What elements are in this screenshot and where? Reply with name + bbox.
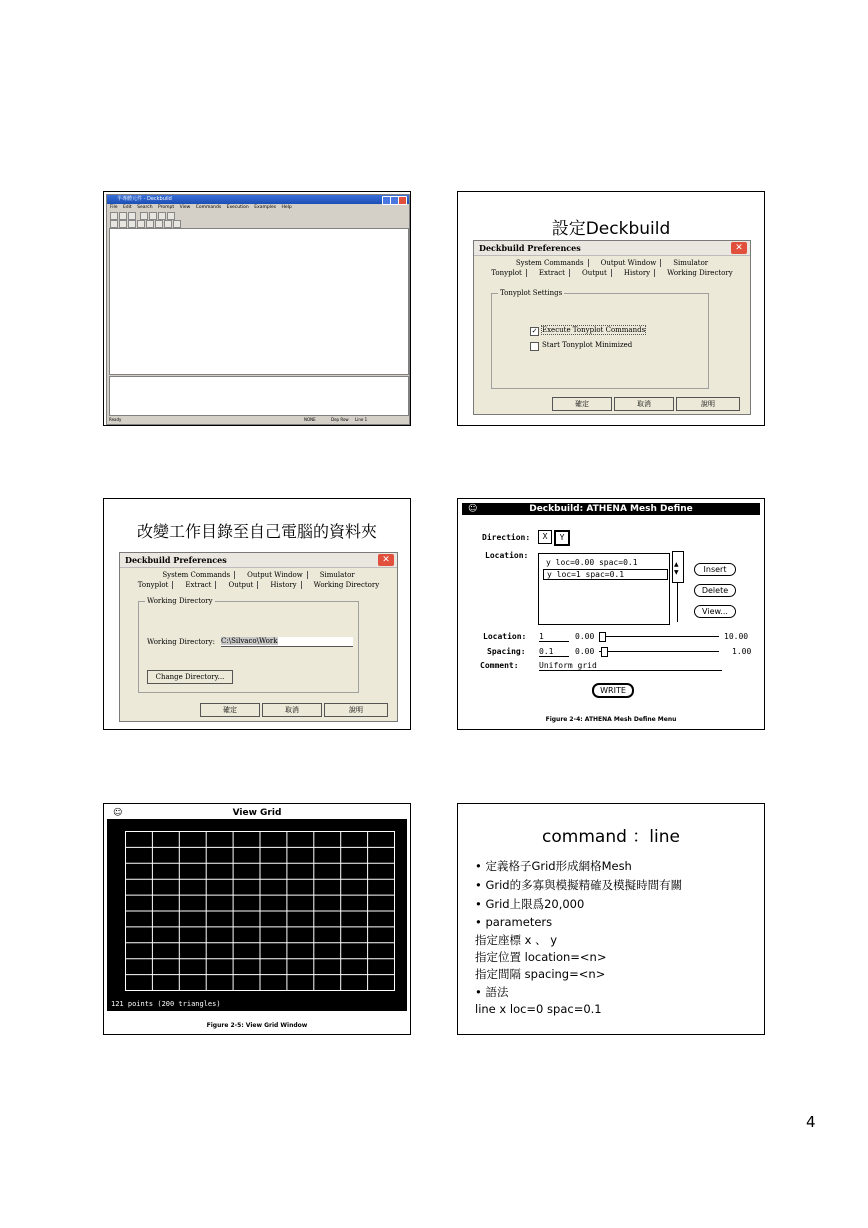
window-titlebar — [107, 807, 407, 819]
menu-examples[interactable]: Examples — [254, 205, 277, 210]
comment-input[interactable]: Uniform grid — [539, 661, 722, 671]
text-line: 指定座標 x 、 y — [475, 933, 558, 947]
dialog-title: Deckbuild Preferences — [120, 553, 397, 568]
cut-icon[interactable] — [140, 212, 148, 220]
scroll-track — [677, 582, 678, 622]
text-line: 指定間隔 spacing=<n> — [475, 967, 606, 981]
figure-caption: Figure 2-5: View Grid Window — [206, 1022, 308, 1029]
location-label: Location: — [483, 632, 527, 641]
location-min: 0.00 — [575, 632, 595, 641]
close-icon[interactable]: ✕ — [731, 242, 747, 254]
start-minimized-checkbox[interactable] — [530, 342, 539, 351]
menu-commands[interactable]: Commands — [195, 205, 222, 210]
tab-output-window[interactable]: Output Window — [247, 571, 303, 579]
list-item[interactable]: y loc=0.00 spac=0.1 — [546, 558, 638, 567]
window-title: Deckbuild: ATHENA Mesh Define — [529, 504, 693, 514]
menu-edit[interactable]: Edit — [122, 205, 132, 210]
undo-icon[interactable] — [167, 212, 175, 220]
location-slider[interactable] — [599, 636, 719, 637]
copy-icon[interactable] — [149, 212, 157, 220]
view-grid-window — [107, 807, 407, 1011]
spacing-max: 1.00 — [732, 647, 752, 656]
preferences-dialog — [473, 240, 751, 415]
list-scrollbar[interactable] — [672, 551, 684, 623]
text-line: 指定位置 location=<n> — [475, 950, 607, 964]
menu-icon[interactable]: ☺ — [468, 504, 478, 514]
working-directory-input[interactable] — [221, 637, 353, 647]
slide-heading: 改變工作目錄至自己電腦的資料夾 — [136, 522, 377, 541]
bullet-line: • 定義格子Grid形成網格Mesh — [475, 859, 632, 873]
bullet-line: • parameters — [475, 915, 553, 929]
tab-row-1 — [474, 259, 750, 267]
slide-athena-mesh-define — [457, 498, 765, 730]
spacing-input[interactable]: 0.1 — [539, 647, 569, 657]
menu-view[interactable]: View — [179, 205, 191, 210]
step-icon[interactable] — [146, 220, 154, 228]
tab-simulator[interactable]: Simulator — [319, 571, 355, 579]
spacing-slider[interactable] — [599, 651, 719, 652]
deckbuild-window — [106, 194, 410, 425]
bullet-line: • Grid上限爲20,000 — [475, 897, 585, 911]
execute-tonyplot-label: Execute Tonyplot Commands — [542, 326, 646, 334]
direction-y-button[interactable]: Y — [554, 530, 570, 546]
tab-output[interactable]: Output — [228, 581, 254, 589]
close-icon[interactable]: ✕ — [378, 554, 394, 566]
direction-x-button[interactable]: X — [538, 530, 552, 544]
new-icon[interactable] — [110, 212, 118, 220]
tonyplot-settings-group — [491, 289, 709, 389]
spacing-min: 0.00 — [575, 647, 595, 656]
help-button[interactable]: 說明 — [324, 703, 388, 717]
tab-working-directory[interactable]: Working Directory — [667, 269, 733, 277]
window-titlebar — [107, 195, 409, 204]
slide-deckbuild-window — [103, 191, 411, 426]
group-label: Tonyplot Settings — [500, 289, 563, 297]
slide-command-line — [457, 803, 765, 1035]
help-button[interactable]: 說明 — [676, 397, 740, 411]
spacing-slider-thumb[interactable] — [601, 647, 608, 657]
mesh-define-window — [462, 503, 760, 711]
status-dep: Dep Row — [331, 417, 349, 422]
spacing-label: Spacing: — [487, 647, 526, 656]
location-max: 10.00 — [724, 632, 749, 641]
tab-system-commands[interactable]: System Commands — [162, 571, 231, 579]
bullet-line: • 語法 — [475, 985, 509, 999]
status-ready: Ready — [109, 417, 122, 422]
status-none: NONE — [304, 417, 316, 422]
preferences-dialog — [119, 552, 398, 722]
direction-label: Direction: — [482, 533, 531, 542]
save-icon[interactable] — [128, 212, 136, 220]
tab-output[interactable]: Output — [581, 269, 607, 277]
start-minimized-label: Start Tonyplot Minimized — [542, 341, 633, 349]
slide-heading: command ：line — [542, 827, 680, 847]
location-slider-thumb[interactable] — [599, 632, 606, 642]
tab-simulator[interactable]: Simulator — [673, 259, 709, 267]
bullet-line: • Grid的多寡與模擬精確及模擬時間有關 — [475, 878, 683, 892]
tab-extract[interactable]: Extract — [185, 581, 212, 589]
ok-button[interactable]: 確定 — [552, 397, 612, 411]
open-icon[interactable] — [119, 212, 127, 220]
location-input[interactable]: 1 — [539, 632, 569, 642]
window-title: 半導體元件 - Deckbuild — [117, 196, 172, 202]
kill-icon[interactable] — [155, 220, 163, 228]
delete-button[interactable]: Delete — [694, 584, 736, 597]
location-list-label: Location: — [485, 551, 529, 560]
group-label: Working Directory — [147, 597, 213, 605]
paste-icon[interactable] — [158, 212, 166, 220]
working-directory-label: Working Directory: — [147, 638, 215, 646]
slide-heading: 設定Deckbuild — [551, 219, 671, 239]
tab-row-2 — [120, 581, 397, 589]
window-title: View Grid — [232, 808, 282, 818]
deck-editor[interactable] — [109, 228, 409, 375]
execute-tonyplot-checkbox[interactable]: ✓ — [531, 327, 538, 335]
location-list[interactable] — [538, 553, 670, 625]
tab-working-directory[interactable]: Working Directory — [313, 581, 380, 589]
next-icon[interactable] — [137, 220, 145, 228]
working-directory-value: C:\Silvaco\Work — [221, 637, 278, 645]
tab-history[interactable]: History — [623, 269, 651, 277]
menu-execution[interactable]: Execution — [226, 205, 249, 210]
scroll-down-icon[interactable]: ▼ — [674, 569, 679, 576]
figure-caption: Figure 2-4: ATHENA Mesh Define Menu — [545, 716, 677, 723]
comment-label: Comment: — [480, 661, 519, 670]
cancel-button[interactable]: 取消 — [614, 397, 674, 411]
mesh-grid — [125, 831, 395, 991]
cancel-button[interactable]: 取消 — [262, 703, 322, 717]
menu-prompt[interactable]: Prompt — [158, 205, 175, 210]
tab-tonyplot[interactable]: Tonyplot — [491, 269, 522, 277]
tab-extract[interactable]: Extract — [538, 269, 565, 277]
pause-icon[interactable] — [119, 220, 127, 228]
tab-system-commands[interactable]: System Commands — [515, 259, 584, 267]
dialog-title: Deckbuild Preferences — [474, 241, 750, 256]
insert-button[interactable]: Insert — [694, 563, 736, 576]
restart-icon[interactable] — [173, 220, 181, 228]
tab-tonyplot[interactable]: Tonyplot — [137, 581, 169, 589]
view-button[interactable]: View... — [694, 605, 736, 618]
menu-file[interactable]: File — [110, 205, 118, 210]
tab-output-window[interactable]: Output Window — [600, 259, 657, 267]
stop-icon[interactable] — [128, 220, 136, 228]
list-item[interactable]: y loc=1 spac=0.1 — [543, 569, 668, 580]
grid-stats: 121 points (200 triangles) — [111, 1000, 221, 1008]
menu-icon[interactable]: ☺ — [113, 808, 123, 818]
run-icon[interactable] — [110, 220, 118, 228]
working-directory-group — [138, 597, 359, 693]
output-console[interactable] — [109, 376, 409, 416]
scroll-up-icon[interactable]: ▲ — [674, 561, 679, 568]
menu-search[interactable]: Search — [137, 205, 153, 210]
close-icon[interactable] — [398, 196, 407, 205]
status-line: Line 1 — [355, 417, 368, 422]
text-line: line x loc=0 spac=0.1 — [475, 1002, 602, 1016]
line-icon[interactable] — [164, 220, 172, 228]
menu-bar — [107, 204, 409, 211]
ok-button[interactable]: 確定 — [200, 703, 260, 717]
tab-row-2 — [474, 269, 750, 277]
window-titlebar — [462, 503, 760, 515]
page-number: 4 — [806, 1113, 816, 1131]
slide-set-deckbuild — [457, 191, 765, 426]
slide-view-grid — [103, 803, 411, 1035]
slide-change-working-dir — [103, 498, 411, 730]
status-bar — [107, 416, 409, 424]
menu-help[interactable]: Help — [281, 205, 292, 210]
change-directory-button[interactable]: Change Directory... — [147, 670, 233, 684]
tab-row-1 — [120, 571, 397, 579]
tab-history[interactable]: History — [270, 581, 297, 589]
write-button[interactable]: WRITE — [592, 683, 634, 698]
